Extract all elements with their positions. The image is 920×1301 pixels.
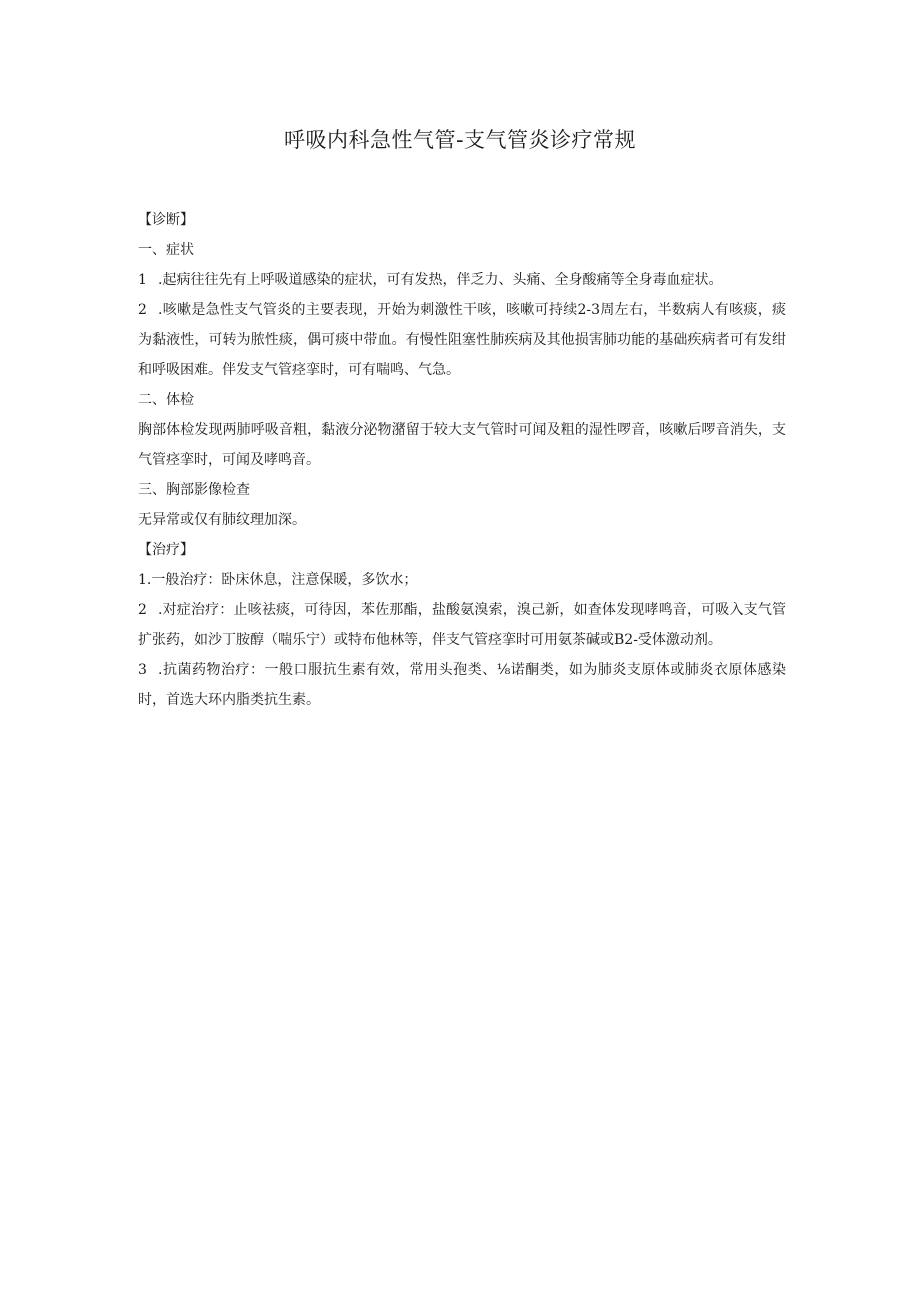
document-body bbox=[138, 205, 786, 715]
page-title: 呼吸内科急性气管-支气管炎诊疗常规 bbox=[283, 128, 637, 152]
symptom-item-2-number: 2 bbox=[138, 302, 147, 318]
exam-heading: 二、体检 bbox=[138, 392, 194, 408]
imaging-heading: 三、胸部影像检查 bbox=[138, 482, 250, 498]
symptom-item-1 bbox=[138, 265, 786, 295]
exam-paragraph: 胸部体检发现两肺呼吸音粗，黏液分泌物潴留于较大支气管时可闻及粗的湿性啰音，咳嗽后啰音消失，支气管痉挛时，可闻及哮鸣音。 bbox=[138, 422, 786, 468]
diagnosis-heading: 【诊断】 bbox=[138, 212, 194, 228]
treatment-item-3-number: 3 bbox=[138, 662, 147, 678]
symptom-item-2-text: .咳嗽是急性支气管炎的主要表现，开始为刺激性干咳，咳嗽可持续2-3周左右，半数病人有咳痰，痰为黏液性，可转为脓性痰，偶可痰中带血。有慢性阻塞性肺疾病及其他损害肺功能的基础疾病者可有发绀和呼吸困难。伴发支气管痉挛时，可有喘鸣、气急。 bbox=[138, 302, 786, 378]
symptoms-heading: 一、症状 bbox=[138, 242, 194, 258]
treatment-item-2-text: .对症治疗：止咳祛痰，可待因，苯佐那酯，盐酸氨溴索，溴己新，如查体发现哮鸣音，可吸入支气管扩张药，如沙丁胺醇（喘乐宁）或特布他林等，伴支气管痉挛时可用氨茶碱或B2-受体激动剂。 bbox=[138, 602, 786, 648]
treatment-item-2-number: 2 bbox=[138, 602, 147, 618]
treatment-item-2 bbox=[138, 595, 786, 655]
imaging-paragraph: 无异常或仅有肺纹理加深。 bbox=[138, 512, 306, 528]
treatment-item-1: 1.一般治疗：卧床休息，注意保暖，多饮水； bbox=[138, 572, 418, 588]
treatment-heading: 【治疗】 bbox=[138, 542, 194, 558]
symptom-item-1-text: .起病往往先有上呼吸道感染的症状，可有发热，伴乏力、头痛、全身酸痛等全身毒血症状。 bbox=[158, 272, 723, 288]
symptom-item-2 bbox=[138, 295, 786, 385]
treatment-item-3-text: .抗菌药物治疗：一般口服抗生素有效，常用头孢类、⅛诺酮类，如为肺炎支原体或肺炎衣原体感染时，首选大环内脂类抗生素。 bbox=[138, 662, 786, 708]
symptom-item-1-number: 1 bbox=[138, 272, 147, 288]
treatment-item-3 bbox=[138, 655, 786, 715]
